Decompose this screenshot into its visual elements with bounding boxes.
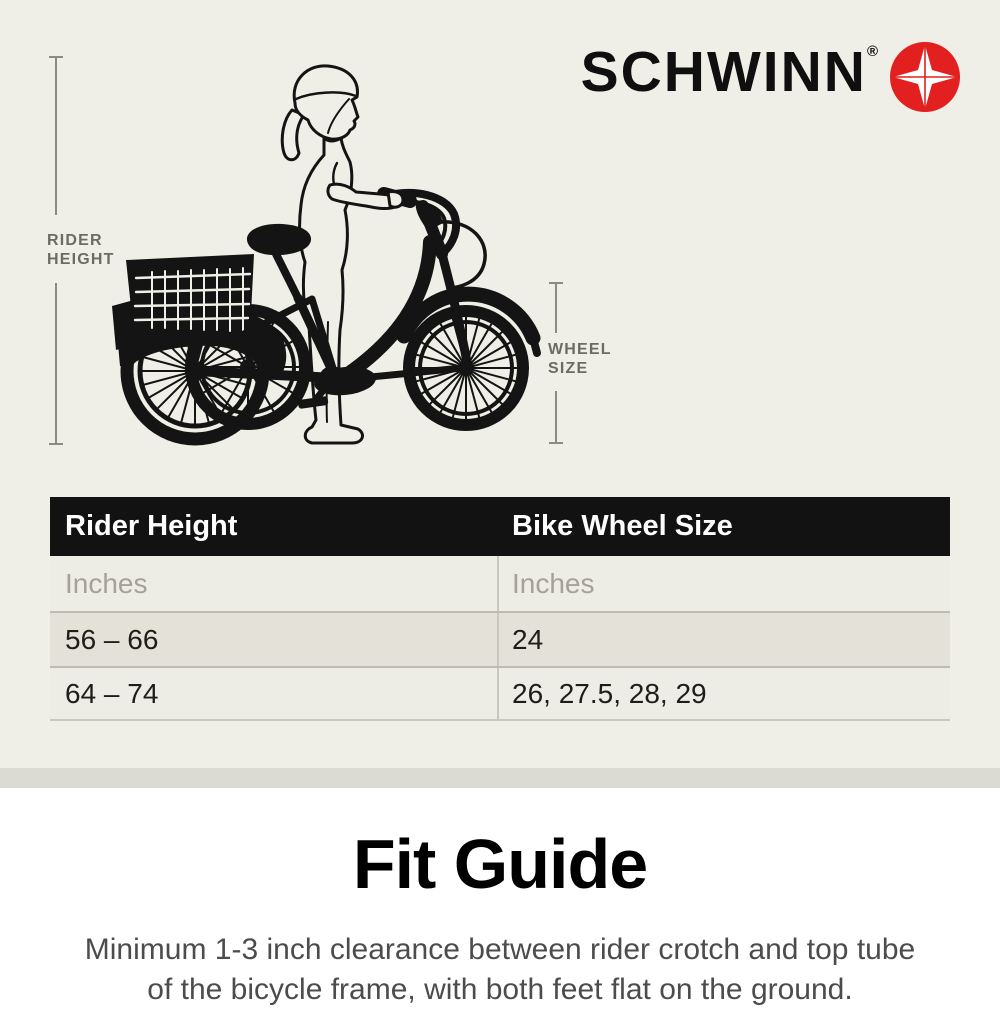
table-row	[50, 666, 950, 719]
unit-cell: Inches	[50, 556, 499, 611]
saddle	[247, 224, 311, 255]
brand-wordmark	[581, 42, 878, 102]
unit-cell: Inches	[512, 567, 595, 599]
wheel-size-label: WHEEL SIZE	[548, 341, 612, 377]
rider-height-line-upper	[55, 58, 57, 215]
wheel-size-cell: 24	[512, 623, 544, 655]
ponytail	[282, 110, 304, 160]
fit-guide-description: Minimum 1-3 inch clearance between rider crotch and top tube of the bicycle frame, with both feet flat on the ground.	[84, 933, 916, 1006]
fit-guide-footer	[0, 788, 1000, 1010]
header-rider-height: Rider Height	[65, 510, 238, 542]
rider-height-label: RIDER HEIGHT	[47, 232, 115, 268]
sizing-table	[50, 497, 950, 721]
front-wheel	[409, 311, 523, 425]
rider-height-range-cell: 56 – 66	[50, 613, 499, 666]
divider-band	[0, 768, 1000, 788]
helmet-head	[294, 66, 358, 139]
rider-height-range-cell: 64 – 74	[50, 668, 499, 719]
rider-height-tick-bottom	[49, 443, 63, 445]
registered-mark: ®	[866, 43, 878, 60]
table-row-units	[50, 556, 950, 611]
brand-name: SCHWINN	[580, 40, 867, 104]
table-row	[50, 611, 950, 666]
wheel-size-cell: 26, 27.5, 28, 29	[512, 677, 707, 709]
wheel-size-tick-bottom	[549, 442, 563, 444]
wheel-size-line-upper	[555, 284, 557, 333]
header-bike-wheel-size: Bike Wheel Size	[512, 510, 733, 542]
stem	[416, 200, 443, 231]
table-header-row	[50, 497, 950, 556]
basket	[126, 254, 254, 336]
front-fender-tip	[533, 338, 537, 353]
page-title: Fit Guide	[352, 825, 648, 903]
schwinn-star-icon	[889, 41, 961, 113]
rider-height-line-lower	[55, 283, 57, 443]
wheel-size-line-lower	[555, 391, 557, 442]
